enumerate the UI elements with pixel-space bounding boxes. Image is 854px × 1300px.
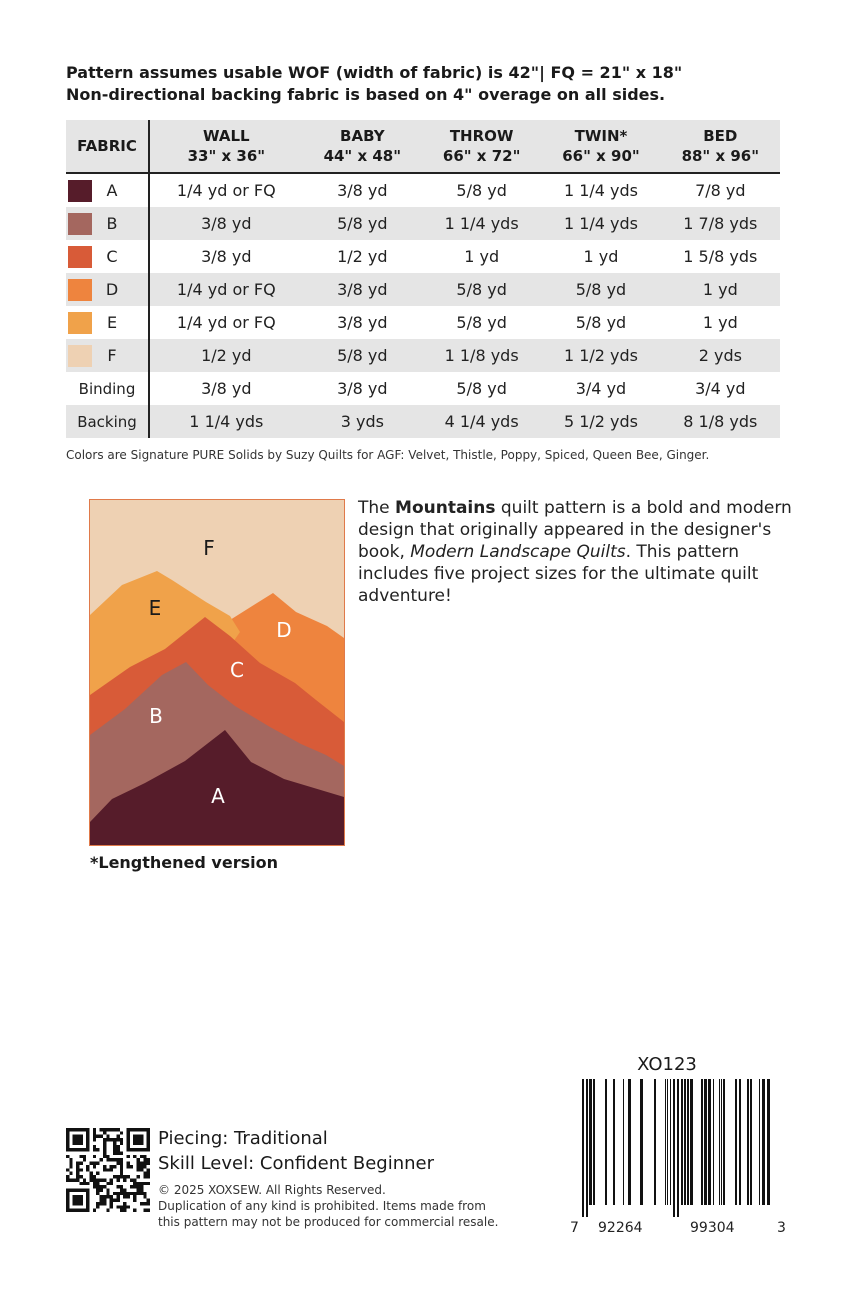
mountains-quilt-graphic (90, 500, 344, 845)
book-title: Modern Landscape Quilts (410, 542, 626, 562)
label-a: A (211, 784, 225, 808)
fabric-swatch (68, 279, 92, 301)
fabric-label: F (107, 346, 117, 365)
binding-label: Binding (78, 379, 136, 398)
table-cell: 1/2 yd (337, 247, 388, 266)
yardage-table (66, 120, 780, 438)
table-cell: 1 yd (661, 273, 780, 306)
fabric-cell (66, 306, 149, 339)
pattern-description (358, 497, 798, 607)
table-cell: 4 1/4 yds (422, 405, 541, 438)
duplication-line-2: this pattern may not be produced for commercial resale. (158, 1215, 499, 1229)
table-cell: 3/4 yd (695, 379, 746, 398)
table-row (66, 306, 780, 339)
quilt-illustration (89, 499, 345, 846)
table-row (66, 372, 780, 405)
colors-note: Colors are Signature PURE Solids by Suzy Quilts for AGF: Velvet, Thistle, Poppy, Spiced, Queen Bee, Ginger. (66, 448, 710, 462)
table-cell: 1 1/4 yds (541, 207, 660, 240)
backing-cell (66, 405, 149, 438)
table-cell: 1/2 yd (149, 339, 303, 372)
piecing-text: Piecing: Traditional (158, 1128, 328, 1149)
table-cell: 5/8 yd (422, 273, 541, 306)
table-cell: 3/8 yd (337, 181, 388, 200)
fabric-swatch (68, 180, 92, 202)
table-cell: 1 1/2 yds (541, 339, 660, 372)
table-row (66, 405, 780, 438)
backing-note: Non-directional backing fabric is based on 4" overage on all sides. (66, 85, 666, 104)
col-name: BED (703, 127, 738, 145)
label-d: D (276, 618, 292, 642)
table-row (66, 273, 780, 306)
duplication-line-1: Duplication of any kind is prohibited. Items made from (158, 1199, 486, 1213)
table-cell: 1 yd (583, 247, 619, 266)
col-header-wall (149, 120, 303, 173)
col-size: 66" x 90" (562, 147, 640, 165)
table-cell: 1 yd (464, 247, 500, 266)
qr-code[interactable] (66, 1128, 150, 1212)
fabric-cell (66, 240, 149, 273)
table-row (66, 339, 780, 372)
copyright-block (158, 1182, 498, 1230)
col-size: 66" x 72" (442, 147, 521, 165)
backing-label: Backing (77, 412, 137, 431)
fabric-cell (66, 339, 149, 372)
desc-pre: The (358, 498, 396, 518)
label-b: B (149, 704, 163, 728)
table-cell: 3/8 yd (149, 207, 303, 240)
sku-code: XO123 (637, 1054, 697, 1075)
col-size: 88" x 96" (681, 147, 760, 165)
fabric-cell (66, 207, 149, 240)
table-cell: 2 yds (661, 339, 780, 372)
fabric-label: E (106, 313, 118, 332)
fabric-label: B (106, 214, 118, 233)
label-f: F (203, 536, 215, 560)
table-cell: 3/8 yd (337, 379, 388, 398)
table-cell: 1 1/4 yds (563, 181, 638, 200)
table-cell: 1/4 yd or FQ (149, 273, 303, 306)
table-cell: 7/8 yd (695, 181, 746, 200)
col-size: 33" x 36" (187, 147, 266, 165)
table-cell: 3/4 yd (575, 379, 627, 398)
desc-mid: quilt pattern is a bold and modern design that originally appeared in the designer's book, (358, 498, 792, 562)
table-cell: 1 1/8 yds (422, 339, 541, 372)
fabric-swatch (68, 345, 92, 367)
wof-note: Pattern assumes usable WOF (width of fabric) is 42"| FQ = 21" x 18" (66, 63, 683, 82)
table-row (66, 173, 780, 207)
barcode-digits-3: 99304 (690, 1220, 735, 1236)
table-row (66, 207, 780, 240)
skill-level-text: Skill Level: Confident Beginner (158, 1153, 435, 1174)
pattern-name: Mountains (395, 498, 496, 518)
table-cell: 5/8 yd (541, 273, 660, 306)
barcode-digit-4: 3 (777, 1220, 786, 1236)
col-header-twin (541, 120, 660, 173)
table-cell: 1 1/4 yds (149, 405, 303, 438)
table-header-row (66, 120, 780, 173)
table-cell: 5 1/2 yds (541, 405, 660, 438)
label-e: E (148, 596, 162, 620)
table-cell: 3/8 yd (201, 379, 252, 398)
col-size: 44" x 48" (323, 147, 402, 165)
binding-cell (66, 372, 149, 405)
table-cell: 1/4 yd or FQ (176, 181, 276, 200)
table-cell: 5/8 yd (575, 313, 627, 332)
table-cell: 5/8 yd (456, 313, 507, 332)
col-header-baby (303, 120, 422, 173)
table-cell: 3 yds (303, 405, 422, 438)
table-cell: 8 1/8 yds (661, 405, 780, 438)
col-name: TWIN* (574, 127, 628, 145)
table-cell: 5/8 yd (303, 339, 422, 372)
intro-text (66, 62, 682, 106)
fabric-header: FABRIC (66, 120, 149, 173)
table-cell: 3/8 yd (303, 273, 422, 306)
fabric-cell (66, 273, 149, 306)
col-header-bed (661, 120, 780, 173)
col-header-throw (422, 120, 541, 173)
fabric-label: D (105, 280, 119, 299)
table-cell: 5/8 yd (456, 379, 507, 398)
table-row (66, 240, 780, 273)
table-cell: 3/8 yd (337, 313, 388, 332)
table-cell: 5/8 yd (303, 207, 422, 240)
fabric-swatch (68, 312, 92, 334)
barcode-digits-2: 92264 (598, 1220, 643, 1236)
table-cell: 1 7/8 yds (661, 207, 780, 240)
col-name: WALL (203, 127, 250, 145)
label-c: C (230, 658, 244, 682)
fabric-cell (66, 173, 149, 207)
table-cell: 1 1/4 yds (422, 207, 541, 240)
desc-post: . This pattern includes five project sizes for the ultimate quilt adventure! (358, 542, 759, 606)
copyright-line: © 2025 XOXSEW. All Rights Reserved. (158, 1183, 386, 1197)
table-cell: 1 yd (702, 313, 738, 332)
fabric-label: A (106, 181, 118, 200)
table-cell: 5/8 yd (456, 181, 507, 200)
barcode-digit-1: 7 (570, 1220, 579, 1236)
table-cell: 1 5/8 yds (683, 247, 758, 266)
table-cell: 1/4 yd or FQ (176, 313, 276, 332)
fabric-swatch (68, 213, 92, 235)
pattern-meta (158, 1126, 498, 1230)
col-name: THROW (449, 127, 514, 145)
fabric-swatch (68, 246, 92, 268)
barcode (582, 1079, 772, 1217)
col-name: BABY (340, 127, 385, 145)
table-cell: 3/8 yd (201, 247, 252, 266)
lengthened-note: *Lengthened version (90, 853, 278, 872)
fabric-label: C (106, 247, 118, 266)
